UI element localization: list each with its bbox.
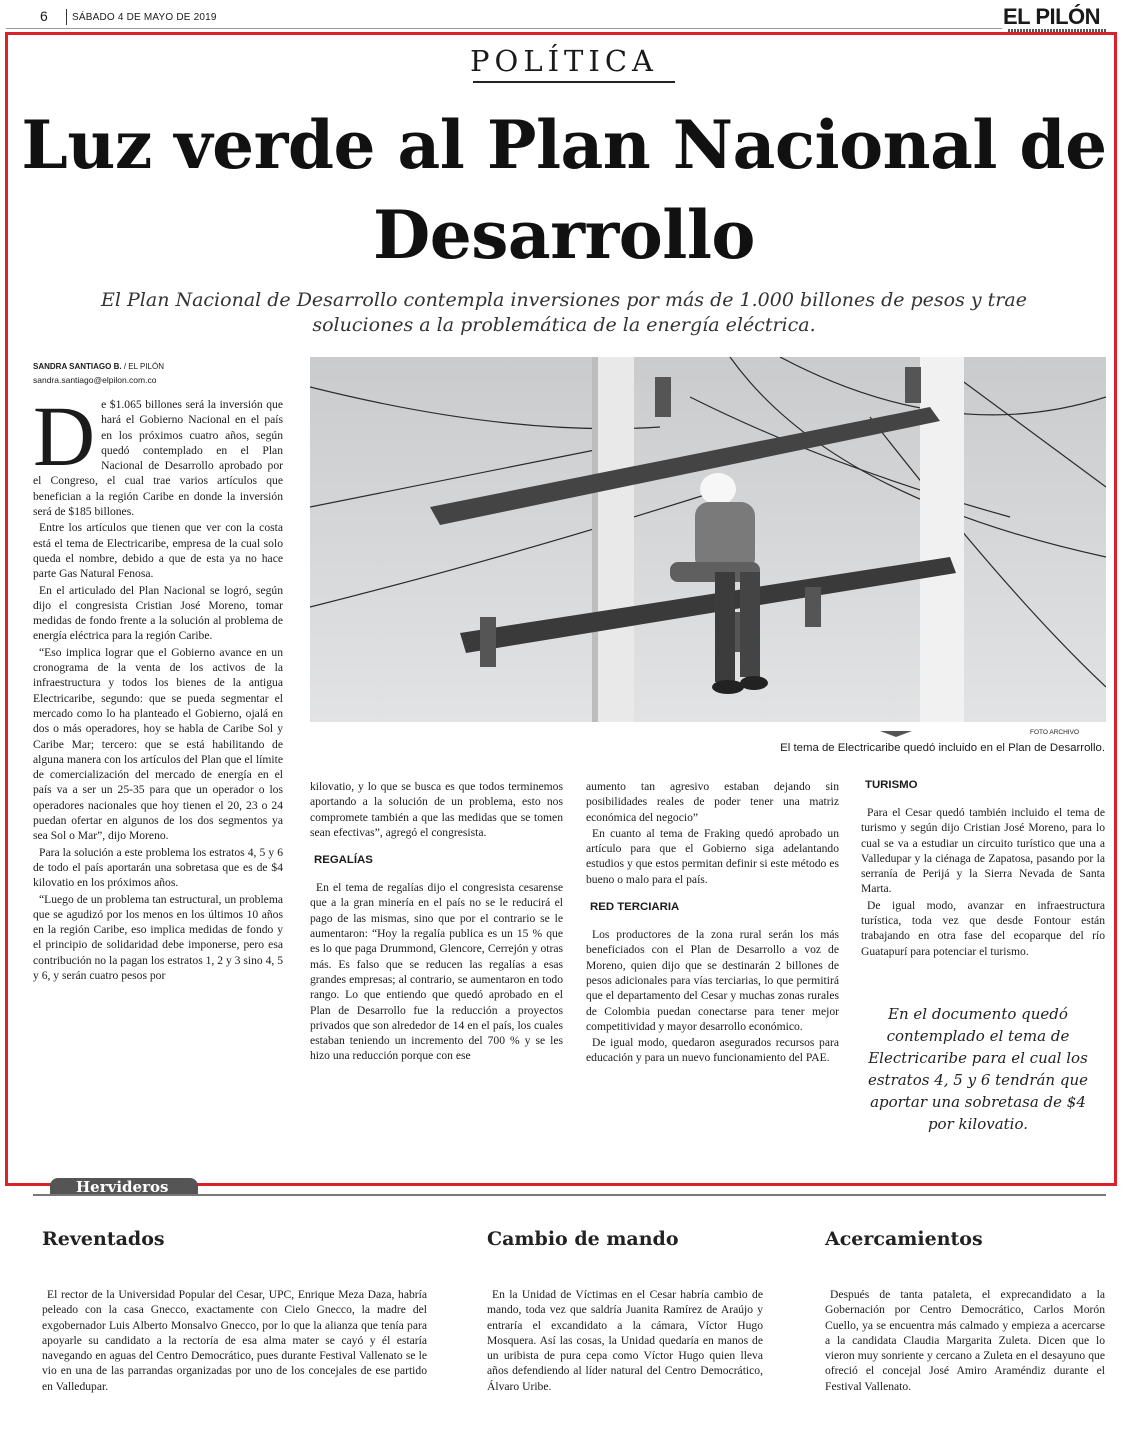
brief-title: Cambio de mando bbox=[487, 1228, 679, 1250]
brief-title: Reventados bbox=[42, 1228, 165, 1250]
paragraph: Entre los artículos que tienen que ver con la costa está el tema de Electricaribe, empresa de la cual solo queda el nombre, debido a que de esta ya no hace parte Gas Natural Fenosa. bbox=[33, 521, 283, 581]
paragraph: “Luego de un problema tan estructural, un problema que se agudizó por los menos en los últimos 10 años en la región Caribe, eso implica medidas de fondo y el principio de solidaridad debe imponerse, pero esa contribución no la pagan los estratos 1, 2 y 3 sino 4, 5 y 6, y serán cuatro pesos por bbox=[33, 892, 283, 982]
byline-email: sandra.santiago@elpilon.com.co bbox=[33, 375, 157, 385]
paragraph: En el tema de regalías dijo el congresista cesarense que a la gran minería en el país no se le reducirá el pago de las mismas, sino que por el contrario se le aumentaron: “Hoy la regalía publica es un 15 % que es lo que paga Drummond, Glencore, Cerrejón y otras más. Es falso que se reducen las regalías a esas grandes empresas; al contrario, se aumentaron en todo rango. Lo que entiendo que quedó aprobado en el Plan de Desarrollo fue la reducción a proyectos privados que son alrededor de 14 en el país, los cuales estaban teniendo un incremento del 700 % y se les hizo una reducción porque con ese bbox=[310, 881, 563, 1063]
byline-author: SANDRA SANTIAGO B. bbox=[33, 362, 122, 371]
subhead-red-terciaria: RED TERCIARIA bbox=[590, 901, 680, 914]
byline-source: / EL PILÓN bbox=[121, 362, 164, 371]
hervideros-rule bbox=[33, 1194, 1106, 1196]
photo-caption: El tema de Electricaribe quedó incluido en el Plan de Desarrollo. bbox=[780, 742, 1105, 754]
paragraph: En cuanto al tema de Fraking quedó aprobado un artículo para que el Gobierno siga adelantando estudios y que estos permitan definir si este método es bueno o malo para el país. bbox=[586, 826, 839, 886]
subhead-turismo: TURISMO bbox=[865, 779, 918, 791]
article-column-4 bbox=[861, 779, 1105, 960]
article-column-1 bbox=[33, 388, 283, 984]
pull-quote: En el documento quedó contemplado el tema de Electricaribe para el cual los estratos 4, 5 y 6 tendrán que aportar una sobretasa de $4 por kilovatio. bbox=[867, 1005, 1089, 1133]
paragraph: Los productores de la zona rural serán los más beneficiados con el Plan de Desarrollo a voz de Moreno, quien dijo que se destinarán 2 billones de pesos adicionales para vías terciarias, lo que permitirá que el departamento del Cesar y muchas zonas rurales de Colombia puedan conectarse para tener mejor competitividad y mayor desarrollo económico. bbox=[586, 928, 839, 1033]
section-label: POLÍTICA bbox=[470, 44, 658, 78]
photo-credit: FOTO ARCHIVO bbox=[1030, 729, 1079, 736]
paragraph: De igual modo, quedaron asegurados recursos para educación y para un nuevo funcionamiento del PAE. bbox=[586, 1036, 839, 1065]
paragraph: De igual modo, avanzar en infraestructura turística, toda vez que desde Fontour están trabajando en otra fase del ecoparque del río Guatapurí para potenciar el turismo. bbox=[861, 898, 1105, 958]
subhead-regalias: REGALÍAS bbox=[314, 854, 373, 867]
article-column-3 bbox=[586, 779, 839, 1067]
issue-date: SÁBADO 4 DE MAYO DE 2019 bbox=[72, 12, 217, 23]
folio-rule bbox=[6, 28, 1002, 29]
brief-text: Después de tanta pataleta, el exprecandidato a la Gobernación por Centro Democrático, Carlos Morón Cuello, ya se encuentra más calmado y empieza a acercarse a la candidata Claudia Margarita Zuleta. Dicen que lo vieron muy sonriente y cercano a Zuleta en el desayuno que ofreció el concejal José Amiro Araméndiz durante el Festival Vallenato. bbox=[825, 1288, 1105, 1393]
section-underline bbox=[473, 81, 675, 83]
paragraph: kilovatio, y lo que se busca es que todos terminemos aportando a la solución de un problema, esto nos compromete también a que las medidas que se tomen sean efectivas”, agregó el congresista. bbox=[310, 780, 563, 839]
masthead-logo: EL PILÓN bbox=[1003, 4, 1101, 29]
brief-acercamientos bbox=[825, 1228, 1105, 1394]
brief-text: En la Unidad de Víctimas en el Cesar habría cambio de mando, toda vez que saldría Juanita Ramírez de Araújo y entraría el excandidato a la cámara, Víctor Hugo Mosquera. Así las cosas, la Unidad quedaría en manos de un uribista de pura cepa como Víctor Hugo quien lleva años defendiendo al líder natural del Centro Democrático, Álvaro Uribe. bbox=[487, 1288, 763, 1393]
hervideros-label: Hervideros bbox=[76, 1180, 169, 1192]
paragraph: e $1.065 billones será la inversión que hará el Gobierno Nacional en el país en los próximos cuatro años, según quedó contemplado en el Plan Nacional de Desarrollo aprobado por el Congreso, el cual trae varios artículos que benefician a la región Caribe en donde la inversión será de $185 billones. bbox=[33, 398, 283, 519]
brief-reventados bbox=[42, 1228, 427, 1394]
brief-title: Acercamientos bbox=[825, 1228, 983, 1250]
paragraph: En el articulado del Plan Nacional se logró, según dijo el congresista Cristian José Moreno, tomar medidas de fondo frente a la solución al problema de energía eléctrica para la región Caribe. bbox=[33, 583, 283, 643]
folio-divider bbox=[66, 9, 67, 25]
paragraph: Para el Cesar quedó también incluido el tema de turismo y según dijo Cristian José Moreno, para lo cual se va a estudiar un circuito turístico que una a Valledupar y la ciénaga de Zapatosa, pasando por la serranía de Perijá y la Sierra Nevada de Santa Marta. bbox=[861, 806, 1105, 896]
page-number: 6 bbox=[40, 8, 48, 24]
byline bbox=[33, 362, 164, 371]
paragraph: aumento tan agresivo estaban dejando sin posibilidades reales de poder tener una matriz económica del negocio” bbox=[586, 780, 839, 824]
article-photo bbox=[310, 357, 1106, 722]
brief-cambio-de-mando bbox=[487, 1228, 763, 1394]
brief-text: El rector de la Universidad Popular del Cesar, UPC, Enrique Meza Daza, habría peleado con la casa Gnecco, exactamente con Cielo Gnecco, la madre del exgobernador Luis Alberto Monsalvo Gnecco, por lo que la alianza que tenía para apoyarle su candidato a la rectoría de esa alma mater se cayó y él estaría navegando en aguas del Centro Democrático, pues durante Festival Vallenato se le vio en una de las parrandas organizadas por uno de los concejales de ese partido en Valledupar. bbox=[42, 1288, 427, 1393]
article-column-2 bbox=[310, 779, 563, 1065]
headline: Luz verde al Plan Nacional de Desarrollo bbox=[21, 106, 1107, 274]
lineman-on-pole-illustration bbox=[310, 357, 1106, 722]
paragraph: Para la solución a este problema los estratos 4, 5 y 6 de todo el país aportarán una sobretasa que es de $4 kilovatio en los próximos años. bbox=[33, 845, 283, 890]
deck: El Plan Nacional de Desarrollo contempla inversiones por más de 1.000 billones de pesos y trae soluciones a la problemática de la energía eléctrica. bbox=[101, 289, 1027, 336]
paragraph: “Eso implica lograr que el Gobierno avance en un cronograma de la venta de los activos de la infraestructura y todos los bienes de la antigua Electricaribe, segundo: que se pueda segmentar el mercado como lo ha planteado el Gobierno, ojalá en dos o más operadores, hoy se habla de Caribe Sol y Caribe Mar; tercero: que se está habilitando de alguna manera con los artículos del Plan que el límite de comercialización del mercado de energía en el país va a ser un 25-35 para que un operador o los operadores nacionales que hoy tienen el 20, 23 o 24 puedan ofertar en algunos de los dos segmentos ya sea Sol o Mar”, dijo Moreno. bbox=[33, 645, 283, 843]
drop-cap: D bbox=[33, 388, 96, 484]
caption-pointer-icon bbox=[880, 731, 912, 737]
